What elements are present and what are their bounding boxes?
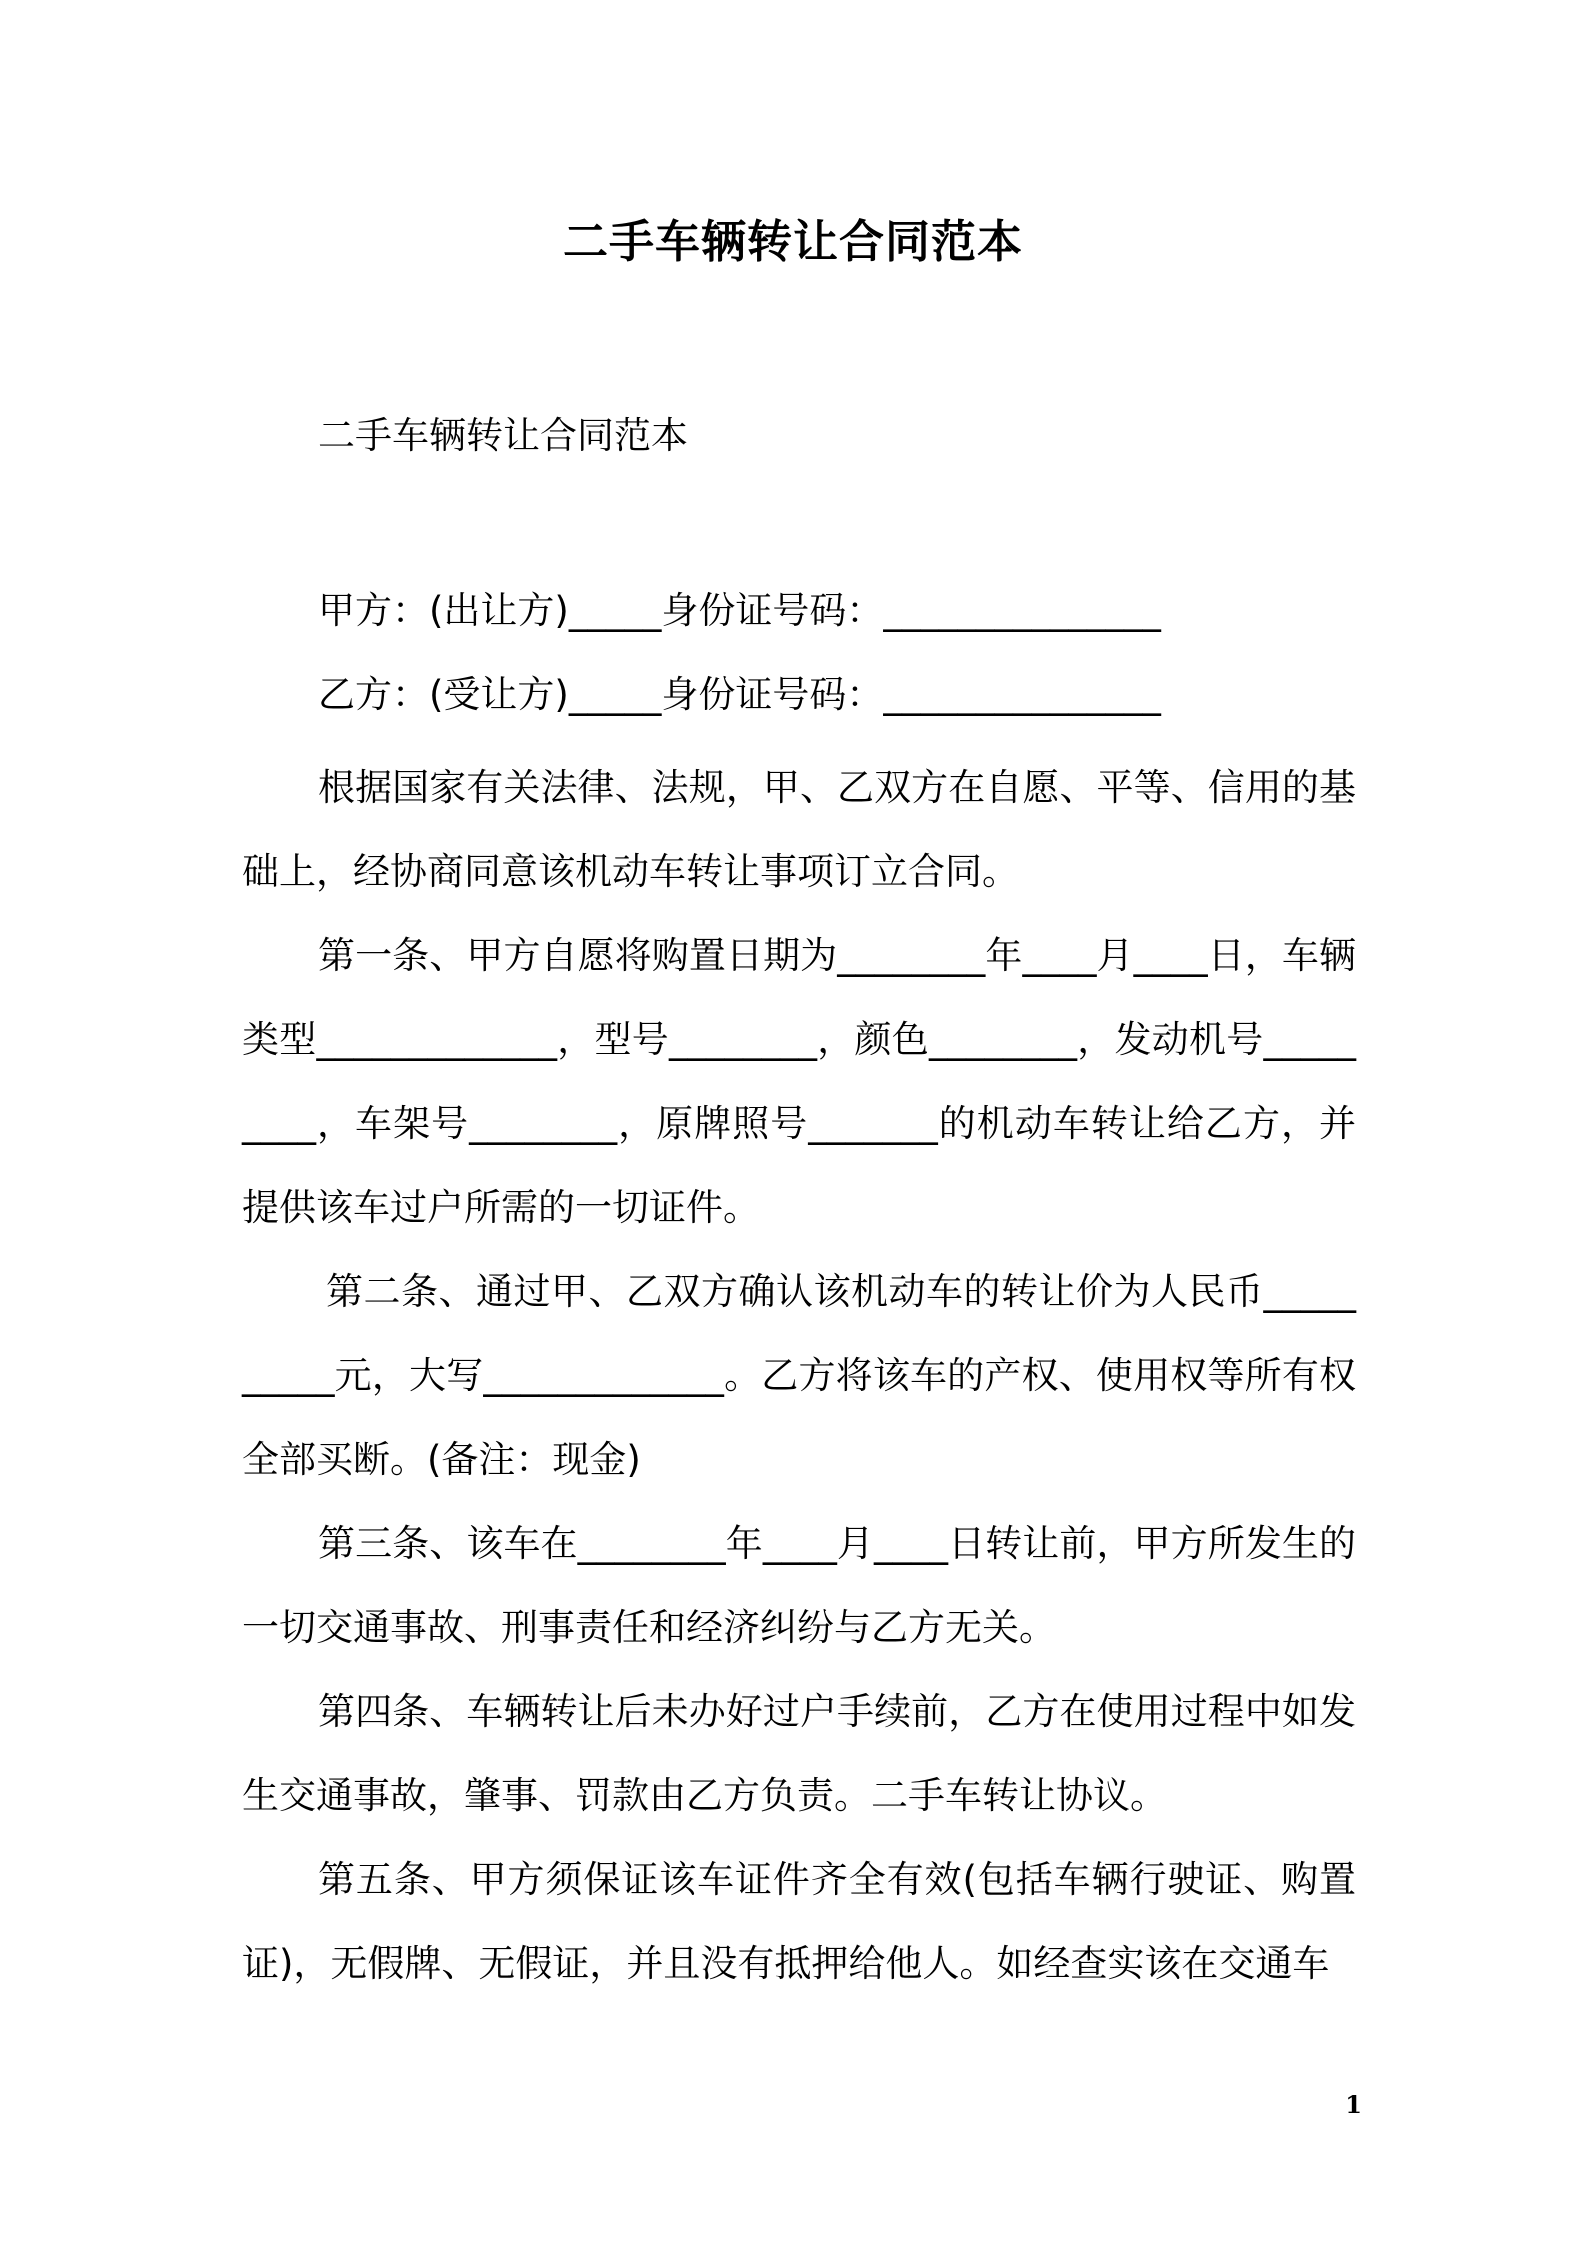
article-3-paragraph: 第三条、该车在________年____月____日转让前，甲方所发生的一切交通事故、刑事责任和经济纠纷与乙方无关。 xyxy=(242,1522,1356,1649)
preamble-paragraph: 根据国家有关法律、法规，甲、乙双方在自愿、平等、信用的基础上，经协商同意该机动车转让事项订立合同。 xyxy=(242,766,1356,893)
contract-body xyxy=(242,746,1356,2006)
party-b-line: 乙方：(受让方)_____身份证号码：_______________ xyxy=(318,673,1161,716)
article-1-paragraph: 第一条、甲方自愿将购置日期为________年____月____日，车辆类型_____________，型号________，颜色________，发动机号_________，车架号________，原牌照号_______的机动车转让给乙方，并提供该车过户所需的一切证件。 xyxy=(242,934,1356,1229)
article-2-paragraph: 第二条、通过甲、乙双方确认该机动车的转让价为人民币__________元，大写_____________。乙方将该车的产权、使用权等所有权全部买断。(备注：现金) xyxy=(242,1270,1356,1481)
document-subtitle: 二手车辆转让合同范本 xyxy=(318,414,688,457)
document-title: 二手车辆转让合同范本 xyxy=(562,215,1023,268)
party-a-line: 甲方：(出让方)_____身份证号码：_______________ xyxy=(318,589,1161,632)
article-5-paragraph: 第五条、甲方须保证该车证件齐全有效(包括车辆行驶证、购置证)，无假牌、无假证，并且没有抵押给他人。如经查实该在交通车 xyxy=(242,1858,1356,1985)
page-number: 1 xyxy=(1345,2090,1362,2119)
article-4-paragraph: 第四条、车辆转让后未办好过户手续前，乙方在使用过程中如发生交通事故，肇事、罚款由乙方负责。二手车转让协议。 xyxy=(242,1690,1356,1817)
